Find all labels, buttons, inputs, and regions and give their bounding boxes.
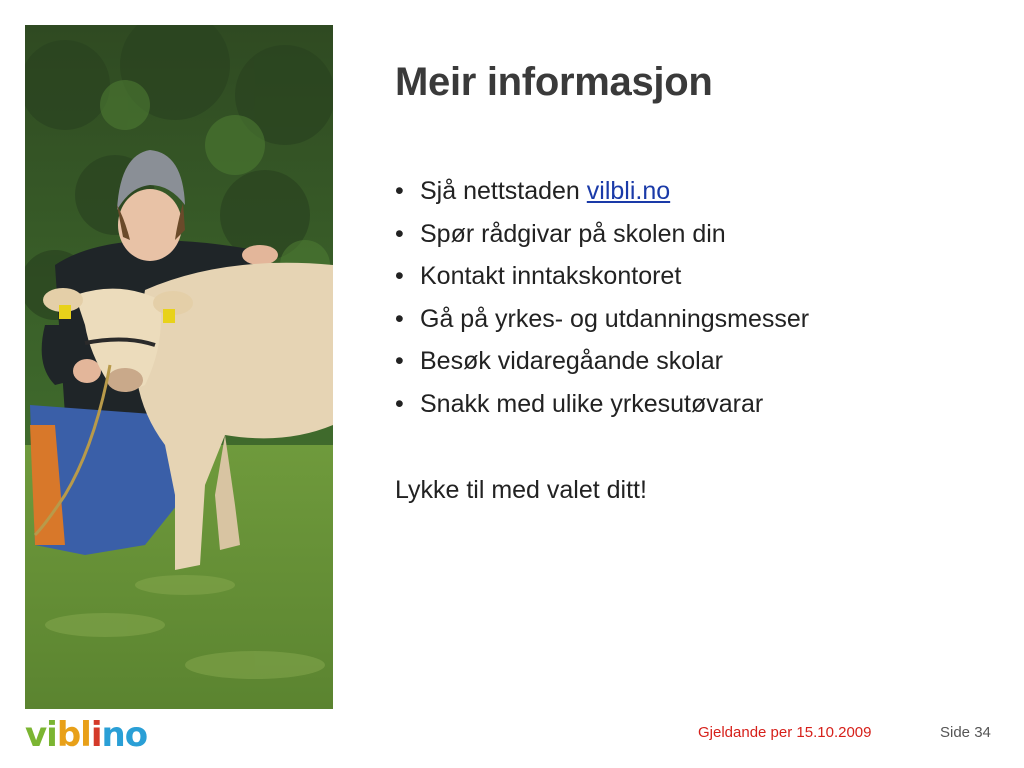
vilbli-logo xyxy=(25,710,147,760)
logo-letter: i xyxy=(90,715,102,755)
logo-letter: o xyxy=(124,715,148,755)
logo-letter: v xyxy=(25,715,47,755)
list-item-label: Spør rådgivar på skolen din xyxy=(420,219,726,248)
list-item-label: Kontakt inntakskontoret xyxy=(420,262,682,290)
list-item-label: Sjå nettstaden xyxy=(420,177,587,205)
list-item xyxy=(395,170,809,213)
list-item-label: Gå på yrkes- og utdanningsmesser xyxy=(420,304,810,333)
bullet-icon: • xyxy=(395,347,404,375)
bullet-icon: • xyxy=(395,389,404,418)
list-item xyxy=(395,340,809,383)
list-item xyxy=(395,213,809,256)
logo-letter: b xyxy=(56,715,81,755)
page-number: Side 34 xyxy=(940,724,991,741)
young-man-with-calf-photo xyxy=(25,25,333,709)
logo-letter: n xyxy=(101,715,125,755)
list-item-label: Snakk med ulike yrkesutøvarar xyxy=(420,389,764,418)
bullet-icon: • xyxy=(395,219,404,248)
closing-text: Lykke til med valet ditt! xyxy=(395,476,647,504)
list-item-label: Besøk vidaregåande skolar xyxy=(420,347,723,375)
list-item xyxy=(395,383,809,426)
footer-date: Gjeldande per 15.10.2009 xyxy=(698,724,872,741)
list-item xyxy=(395,298,809,341)
list-item xyxy=(395,255,809,298)
bullet-icon: • xyxy=(395,177,404,205)
info-list xyxy=(395,170,809,425)
slide-photo xyxy=(25,25,333,709)
logo-letter: i xyxy=(46,715,57,755)
page-title: Meir informasjon xyxy=(395,60,713,104)
bullet-icon: • xyxy=(395,262,404,290)
bullet-icon: • xyxy=(395,304,404,333)
logo-letter: l xyxy=(80,715,91,755)
vilbli-link[interactable]: vilbli.no xyxy=(586,177,671,205)
